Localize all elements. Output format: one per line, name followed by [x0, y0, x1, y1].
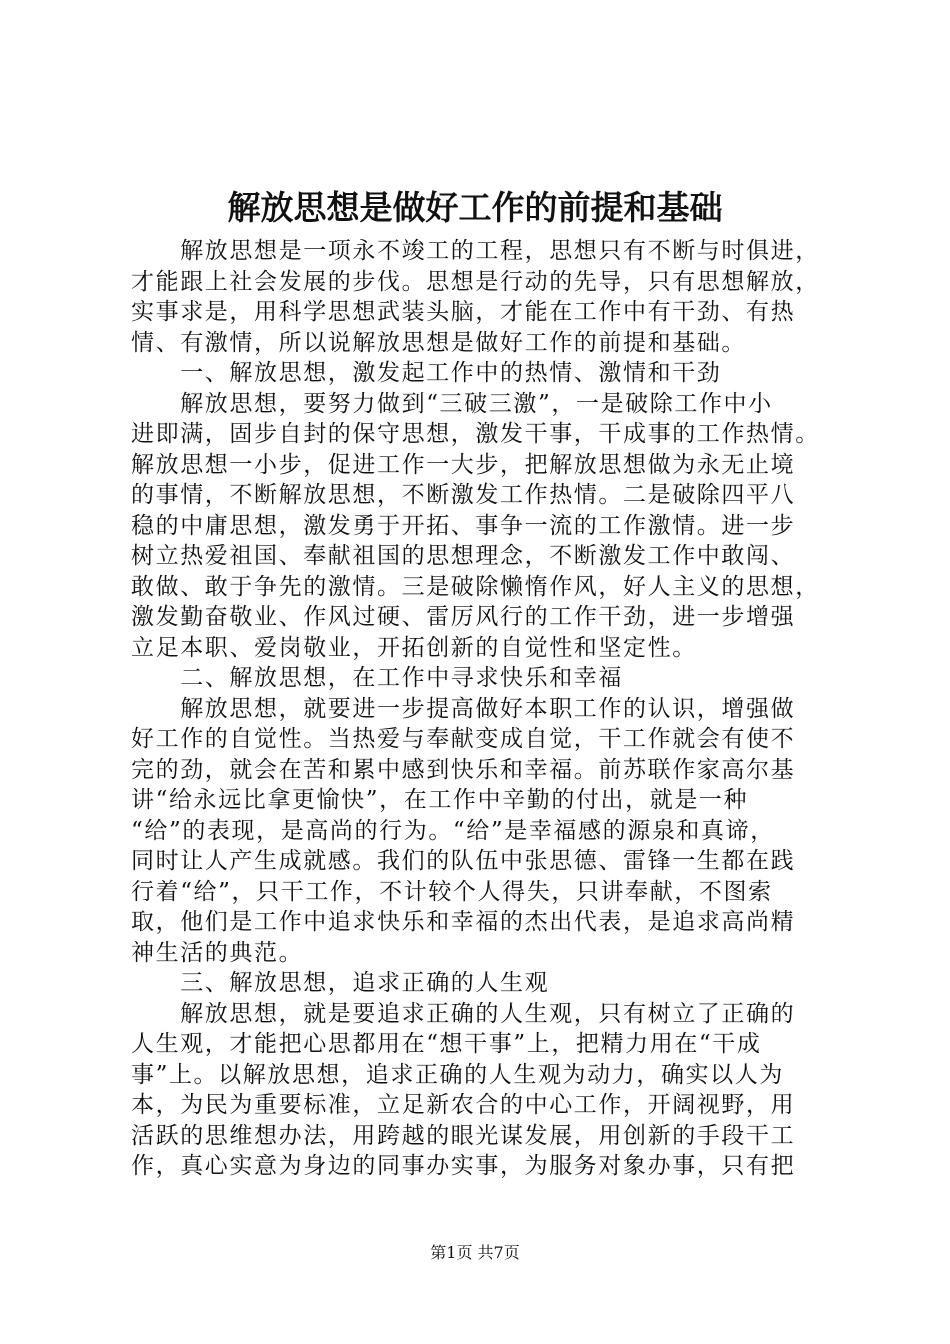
text-line: 事”上。以解放思想，追求正确的人生观为动力，确实以人为 — [131, 1061, 784, 1088]
text-line: 同时让人产生成就感。我们的队伍中张思德、雷锋一生都在践 — [131, 848, 796, 874]
text-line: 的事情，不断解放思想，不断激发工作热情。二是破除四平八 — [131, 482, 796, 508]
text-line: 解放思想，要努力做到“三破三激”，一是破除工作中小 — [131, 390, 773, 417]
text-line: 进即满，固步自封的保守思想，激发干事，干成事的工作热情。 — [131, 421, 820, 447]
text-line: 神生活的典范。 — [131, 939, 304, 966]
text-line: 稳的中庸思想，激发勇于开拓、事争一流的工作激情。进一步 — [131, 512, 796, 539]
text-line: 才能跟上社会发展的步伐。思想是行动的先导，只有思想解放， — [131, 268, 820, 295]
text-line: 作，真心实意为身边的同事办实事，为服务对象办事，只有把 — [131, 1153, 796, 1179]
text-line: 实事求是，用科学思想武装头脑，才能在工作中有干劲、有热 — [131, 299, 796, 325]
text-line: 激发勤奋敬业、作风过硬、雷厉风行的工作干劲，进一步增强 — [131, 604, 796, 630]
text-line: 人生观，才能把心思都用在“想干事”上，把精力用在“干成 — [131, 1031, 762, 1057]
text-line: 敢做、敢于争先的激情。三是破除懒惰作风，好人主义的思想， — [131, 573, 820, 600]
text-line: 行着“给”，只干工作，不计较个人得失，只讲奉献，不图索 — [131, 878, 773, 905]
text-line: 一、解放思想，激发起工作中的热情、激情和干劲 — [131, 360, 722, 386]
text-line: 本，为民为重要标准，立足新农合的中心工作，开阔视野，用 — [131, 1092, 796, 1118]
text-line: 解放思想，就是要追求正确的人生观，只有树立了正确的 — [131, 1000, 796, 1027]
text-line: 情、有激情，所以说解放思想是做好工作的前提和基础。 — [131, 329, 746, 356]
text-line: 二、解放思想，在工作中寻求快乐和幸福 — [131, 665, 623, 691]
text-line: 讲“给永远比拿更愉快”，在工作中辛勤的付出，就是一种 — [131, 787, 749, 813]
page-footer: 第1页 共7页 — [430, 1243, 520, 1262]
text-line: 完的劲，就会在苦和累中感到快乐和幸福。前苏联作家高尔基 — [131, 756, 796, 783]
text-line: 三、解放思想，追求正确的人生观 — [131, 970, 550, 996]
document-title: 解放思想是做好工作的前提和基础 — [227, 188, 723, 227]
text-line: 好工作的自觉性。当热爱与奉献变成自觉，干工作就会有使不 — [131, 726, 796, 752]
text-line: 取，他们是工作中追求快乐和幸福的杰出代表，是追求高尚精 — [131, 909, 796, 935]
text-line: 树立热爱祖国、奉献祖国的思想理念，不断激发工作中敢闯、 — [131, 543, 796, 569]
text-line: 解放思想是一项永不竣工的工程，思想只有不断与时俱进， — [131, 238, 820, 264]
text-line: 立足本职、爱岗敬业，开拓创新的自觉性和坚定性。 — [131, 634, 697, 661]
document-body — [131, 236, 831, 1182]
text-line: “给”的表现，是高尚的行为。“给”是幸福感的源泉和真谛， — [131, 817, 775, 844]
text-line: 活跃的思维想办法，用跨越的眼光谋发展，用创新的手段干工 — [131, 1122, 796, 1149]
text-line: 解放思想一小步，促进工作一大步，把解放思想做为永无止境 — [131, 451, 796, 478]
text-line: 解放思想，就要进一步提高做好本职工作的认识，增强做 — [131, 695, 796, 722]
